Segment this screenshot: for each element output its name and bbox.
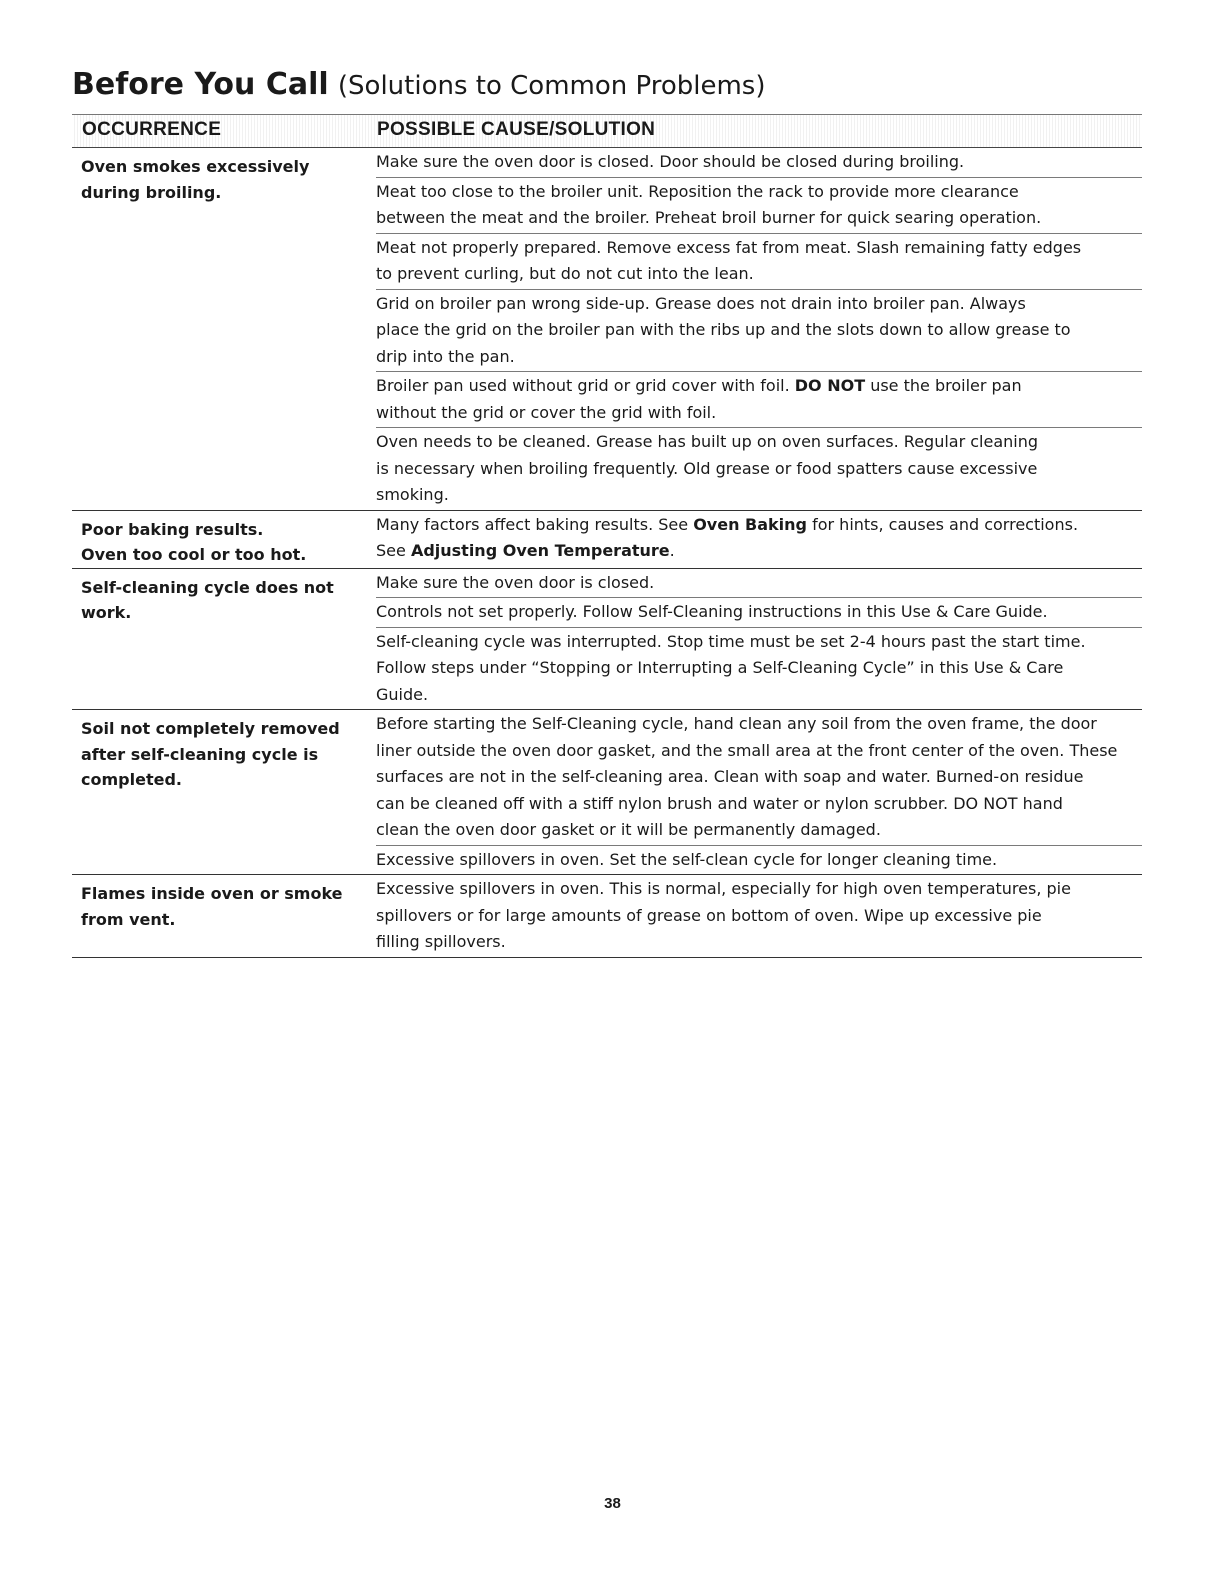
header-possible-cause-solution: POSSIBLE CAUSE/SOLUTION [377,119,656,140]
table-header [72,114,1142,148]
solution-line: Before starting the Self-Cleaning cycle, hand clean any soil from the oven frame, the door [376,714,1097,733]
occurrence-line: Self-cleaning cycle does not [81,577,334,597]
occurrence-line: Flames inside oven or smoke [81,884,343,903]
table-row [72,511,1142,569]
occurrence-cell [72,511,376,568]
solutions-cell [376,569,1142,710]
solution-line: filling spillovers. [376,932,506,951]
page-title [72,66,765,104]
solution-line: surfaces are not in the self-cleaning area. Clean with soap and water. Burned-on residue [376,767,1084,786]
page-title-main: Before You Call [72,67,329,102]
solution-line: Grid on broiler pan wrong side-up. Grease does not drain into broiler pan. Always [376,293,1026,313]
solution-item [376,178,1142,234]
solution-line: Many factors affect baking results. See Oven Baking for hints, causes and corrections. [376,514,1079,534]
page-number: 38 [604,1495,621,1512]
solution-item [376,428,1142,510]
troubleshooting-table [72,114,1142,958]
page-title-subtitle: (Solutions to Common Problems) [337,71,766,101]
solution-line: liner outside the oven door gasket, and the small area at the front center of the oven. These [376,740,1118,760]
table-row [72,710,1142,875]
solution-line: smoking. [376,485,449,504]
solution-line: Meat too close to the broiler unit. Reposition the rack to provide more clearance [376,181,1019,201]
solutions-cell [376,875,1142,957]
solution-item [376,148,1142,178]
solution-line: to prevent curling, but do not cut into the lean. [376,264,754,283]
solution-item [376,710,1142,846]
table-body [72,148,1142,958]
solution-line: Broiler pan used without grid or grid cover with foil. DO NOT use the broiler pan [376,376,1022,395]
solution-line: Meat not properly prepared. Remove excess fat from meat. Slash remaining fatty edges [376,237,1082,257]
solution-line: Controls not set properly. Follow Self-Cleaning instructions in this Use & Care Guide. [376,602,1048,621]
solution-item [376,290,1142,373]
solution-line: Excessive spillovers in oven. Set the self-clean cycle for longer cleaning time. [376,849,998,869]
solution-line: Self-cleaning cycle was interrupted. Stop time must be set 2-4 hours past the start time. [376,631,1086,651]
solution-line: Oven needs to be cleaned. Grease has built up on oven surfaces. Regular cleaning [376,432,1039,451]
solution-line: is necessary when broiling frequently. Old grease or food spatters cause excessive [376,458,1038,478]
solution-line: place the grid on the broiler pan with the ribs up and the slots down to allow grease to [376,320,1071,339]
occurrence-line: completed. [81,770,182,789]
solution-item [376,598,1142,628]
occurrence-line: work. [81,603,132,622]
occurrence-cell [72,710,376,874]
solution-line: Follow steps under “Stopping or Interrupting a Self-Cleaning Cycle” in this Use & Care [376,658,1064,677]
solution-line: Make sure the oven door is closed. [376,572,655,592]
solution-item [376,846,1142,875]
table-row [72,569,1142,711]
header-occurrence: OCCURRENCE [82,119,222,140]
occurrence-line: Poor baking results. [81,519,264,539]
solution-item [376,875,1142,957]
solution-line: can be cleaned off with a stiff nylon brush and water or nylon scrubber. DO NOT hand [376,793,1063,813]
solution-line: See Adjusting Oven Temperature. [376,541,675,560]
solution-item [376,628,1142,710]
solution-item [376,569,1142,599]
occurrence-line: after self-cleaning cycle is [81,744,319,764]
solutions-cell [376,511,1142,568]
solution-line: clean the oven door gasket or it will be permanently damaged. [376,820,881,839]
occurrence-line: Oven too cool or too hot. [81,545,307,564]
solution-line: Make sure the oven door is closed. Door should be closed during broiling. [376,152,965,171]
occurrence-line: during broiling. [81,182,222,202]
solution-line: without the grid or cover the grid with foil. [376,402,717,422]
solutions-cell [376,148,1142,510]
solution-line: drip into the pan. [376,346,515,366]
occurrence-line: from vent. [81,909,176,929]
solution-item [376,372,1142,428]
occurrence-cell [72,875,376,957]
occurrence-line: Oven smokes excessively [81,157,310,176]
solution-line: spillovers or for large amounts of grease on bottom of oven. Wipe up excessive pie [376,905,1042,925]
solution-item [376,511,1142,566]
table-row [72,148,1142,511]
solutions-cell [376,710,1142,874]
solution-item [376,234,1142,290]
occurrence-line: Soil not completely removed [81,719,340,738]
occurrence-cell [72,569,376,710]
solution-line: Excessive spillovers in oven. This is normal, especially for high oven temperatures, pie [376,879,1071,898]
table-row [72,875,1142,958]
solution-line: Guide. [376,684,429,704]
occurrence-cell [72,148,376,510]
solution-line: between the meat and the broiler. Preheat broil burner for quick searing operation. [376,208,1042,227]
